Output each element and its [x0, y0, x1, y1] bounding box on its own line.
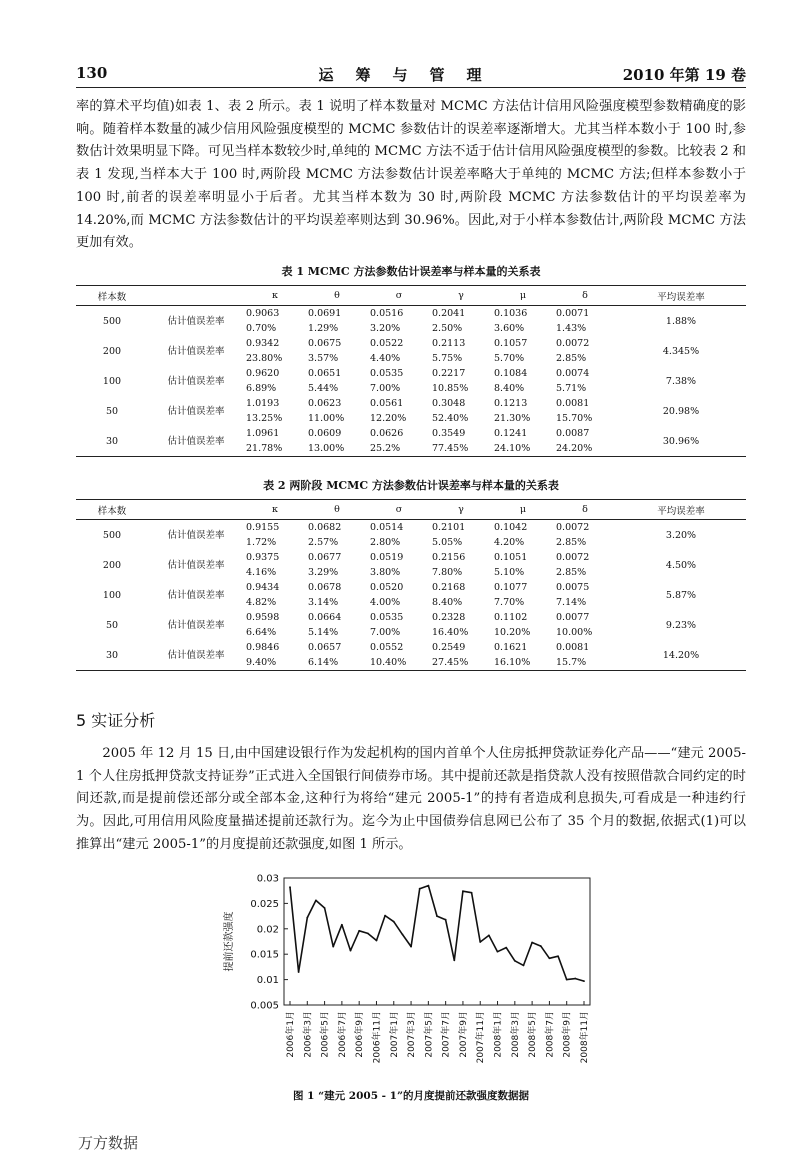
data-point: [531, 942, 533, 944]
error-rate-cell: 2.50%: [432, 323, 463, 334]
row-label-cell: 估计值误差率: [167, 559, 225, 571]
estimate-cell: 0.1036: [494, 308, 528, 319]
error-rate-cell: 2.85%: [556, 537, 587, 548]
data-point: [462, 890, 464, 892]
table-header-cell: [148, 500, 244, 520]
estimate-cell: 1.0193: [246, 398, 280, 409]
x-tick-label: 2008年9月: [562, 1011, 573, 1058]
avg-error-cell: 1.88%: [665, 315, 697, 327]
table-header-cell: μ: [492, 286, 554, 306]
data-point: [367, 932, 369, 934]
data-point: [549, 957, 551, 959]
estimate-cell: 0.9620: [246, 368, 280, 379]
estimate-cell: 0.0071: [556, 308, 590, 319]
estimate-cell: 0.0075: [556, 582, 590, 593]
estimate-cell: 0.0651: [308, 368, 342, 379]
x-tick-label: 2006年9月: [355, 1011, 366, 1058]
table-header-cell: [148, 286, 244, 306]
estimate-cell: 0.0535: [370, 368, 404, 379]
row-label-cell: 估计值误差率: [148, 640, 244, 671]
error-rate-cell: 7.00%: [370, 383, 401, 394]
y-tick-label: 0.015: [250, 949, 279, 961]
data-point: [393, 921, 395, 923]
estimate-cell: 0.0675: [308, 338, 342, 349]
error-rate-cell: 4.40%: [370, 353, 401, 364]
error-rate-cell: 8.40%: [432, 597, 463, 608]
avg-error-cell: 4.345%: [662, 345, 700, 357]
data-point: [583, 980, 585, 982]
error-rate-cell: 7.70%: [494, 597, 525, 608]
error-rate-cell: 25.2%: [368, 441, 430, 457]
avg-error-cell: 5.87%: [665, 589, 697, 601]
avg-error-cell: 3.20%: [665, 529, 697, 541]
plot-frame: [284, 878, 590, 1005]
x-tick-label: 2007年1月: [389, 1011, 400, 1058]
error-rate-cell: 5.70%: [494, 353, 525, 364]
data-point: [436, 915, 438, 917]
avg-error-cell: 4.50%: [665, 559, 697, 571]
estimate-cell: 0.0623: [308, 398, 342, 409]
estimate-cell: 0.2041: [432, 308, 466, 319]
error-rate-cell: 3.29%: [308, 567, 339, 578]
estimate-cell: 0.2217: [432, 368, 466, 379]
estimate-cell: 0.0677: [308, 552, 342, 563]
page-number: 130: [76, 64, 108, 82]
estimate-cell: 0.0081: [556, 642, 590, 653]
y-tick-label: 0.01: [256, 975, 279, 987]
error-rate-cell: 10.40%: [368, 655, 430, 671]
sample-size-cell: 50: [105, 405, 119, 417]
sample-size-cell: 500: [102, 529, 122, 541]
sample-size-cell: 30: [76, 640, 148, 671]
estimate-cell: 0.0516: [370, 308, 404, 319]
sample-size-cell: 100: [102, 589, 122, 601]
estimate-cell: 0.1042: [494, 522, 528, 533]
estimate-cell: 0.0072: [556, 552, 590, 563]
error-rate-cell: 24.10%: [492, 441, 554, 457]
table-header-cell: 样本数: [76, 500, 148, 520]
error-rate-cell: 21.30%: [494, 413, 531, 424]
estimate-cell: 0.0519: [370, 552, 404, 563]
error-rate-cell: 3.60%: [494, 323, 525, 334]
data-point: [298, 971, 300, 973]
error-rate-cell: 1.43%: [556, 323, 587, 334]
estimate-cell: 0.0664: [308, 612, 342, 623]
y-tick-label: 0.03: [256, 873, 279, 885]
avg-error-cell: 9.23%: [665, 619, 697, 631]
sample-size-cell: 500: [102, 315, 122, 327]
error-rate-cell: 2.85%: [556, 567, 587, 578]
row-label-cell: 估计值误差率: [167, 375, 225, 387]
error-rate-cell: 6.89%: [246, 383, 277, 394]
estimate-cell: 0.1213: [494, 398, 528, 409]
estimate-cell: 0.0552: [370, 642, 404, 653]
error-rate-cell: 10.00%: [556, 627, 593, 638]
error-rate-cell: 5.75%: [432, 353, 463, 364]
data-point: [523, 964, 525, 966]
x-tick-label: 2006年7月: [337, 1011, 348, 1058]
data-point: [497, 951, 499, 953]
data-point: [514, 960, 516, 962]
table-header-cell: δ: [554, 500, 616, 520]
journal-title: 运筹与管理: [318, 66, 504, 84]
error-rate-cell: 3.20%: [370, 323, 401, 334]
data-point: [289, 886, 291, 888]
y-tick-label: 0.025: [250, 898, 279, 910]
data-point: [332, 946, 334, 948]
estimate-cell: 0.3549: [432, 428, 466, 439]
error-rate-cell: 4.20%: [494, 537, 525, 548]
error-rate-cell: 15.7%: [554, 655, 616, 671]
footer-watermark: 万方数据: [78, 1134, 139, 1152]
x-tick-label: 2007年7月: [441, 1011, 452, 1058]
estimate-cell: 0.0520: [370, 582, 404, 593]
estimate-cell: 0.2168: [432, 582, 466, 593]
estimate-cell: 0.0678: [308, 582, 342, 593]
error-rate-cell: 23.80%: [246, 353, 283, 364]
table-header-cell: κ: [244, 286, 306, 306]
data-point: [341, 924, 343, 926]
error-rate-cell: 2.80%: [370, 537, 401, 548]
data-point: [453, 959, 455, 961]
error-rate-cell: 21.78%: [244, 441, 306, 457]
data-point: [557, 955, 559, 957]
x-tick-label: 2007年9月: [458, 1011, 469, 1058]
estimate-cell: 0.1621: [494, 642, 528, 653]
row-label-cell: 估计值误差率: [167, 345, 225, 357]
chart-series: [289, 885, 585, 982]
data-point: [402, 933, 404, 935]
x-tick-label: 2006年5月: [320, 1011, 331, 1058]
error-rate-cell: 16.10%: [492, 655, 554, 671]
error-rate-cell: 3.14%: [308, 597, 339, 608]
table1-caption: 表 1 MCMC 方法参数估计误差率与样本量的关系表: [281, 265, 541, 278]
table-header-cell: δ: [554, 286, 616, 306]
table-header-cell: θ: [306, 500, 368, 520]
table-header-cell: 平均误差率: [616, 286, 746, 306]
paragraph-empirical: 2005 年 12 月 15 日,由中国建设银行作为发起机构的国内首单个人住房抵押贷款证券化产品——“建元 2005-1 个人住房抵押贷款支持证券”正式进入全国银行间债券市场。其中提前还款是指贷款人没有按照借款合同约定的时间还款,而是提前偿还部分或全部本金,这种行为将给“建元 2005-1”的持有者造成利息损失,可看成是一种违约行为。因此,可用信用风险度量描述提前还款行为。迄今为止中国债券信息网已公布了 35 个月的数据,依据式(1)可以推算出“建元 2005-1”的月度提前还款强度,如图 1 所示。: [76, 746, 746, 852]
estimate-cell: 0.0609: [308, 428, 342, 439]
row-label-cell: 估计值误差率: [167, 405, 225, 417]
error-rate-cell: 7.14%: [556, 597, 587, 608]
error-rate-cell: 12.20%: [370, 413, 407, 424]
error-rate-cell: 11.00%: [308, 413, 345, 424]
data-point: [505, 947, 507, 949]
prepayment-intensity-chart: [200, 868, 600, 1083]
page-header: [76, 62, 746, 88]
table-header-cell: γ: [430, 500, 492, 520]
error-rate-cell: 5.14%: [308, 627, 339, 638]
estimate-cell: 0.1084: [494, 368, 528, 379]
error-rate-cell: 15.70%: [556, 413, 593, 424]
error-rate-cell: 5.05%: [432, 537, 463, 548]
estimate-cell: 0.0072: [556, 338, 590, 349]
estimate-cell: 0.0682: [308, 522, 342, 533]
x-tick-label: 2008年3月: [510, 1011, 521, 1058]
error-rate-cell: 0.70%: [246, 323, 277, 334]
error-rate-cell: 1.72%: [246, 537, 277, 548]
estimate-cell: 0.9342: [246, 338, 280, 349]
estimate-cell: 0.9598: [246, 612, 280, 623]
avg-error-cell: 30.96%: [616, 426, 746, 457]
x-tick-label: 2007年3月: [407, 1011, 418, 1058]
error-rate-cell: 16.40%: [432, 627, 469, 638]
data-point: [445, 919, 447, 921]
error-rate-cell: 4.82%: [246, 597, 277, 608]
row-label-cell: 估计值误差率: [167, 589, 225, 601]
x-tick-label: 2008年7月: [545, 1011, 556, 1058]
estimate-cell: 0.0072: [556, 522, 590, 533]
data-point: [410, 946, 412, 948]
error-rate-cell: 9.40%: [244, 655, 306, 671]
error-rate-cell: 10.20%: [494, 627, 531, 638]
y-axis-label: 提前还款强度: [224, 911, 235, 972]
error-rate-cell: 5.71%: [556, 383, 587, 394]
estimate-cell: 0.3048: [432, 398, 466, 409]
error-rate-cell: 8.40%: [494, 383, 525, 394]
y-tick-label: 0.005: [250, 1000, 279, 1012]
row-label-cell: 估计值误差率: [167, 315, 225, 327]
estimate-cell: 0.9063: [246, 308, 280, 319]
row-label-cell: 估计值误差率: [167, 529, 225, 541]
estimate-cell: 0.0087: [556, 428, 590, 439]
estimate-cell: 0.2113: [432, 338, 466, 349]
table-header-cell: κ: [244, 500, 306, 520]
estimate-cell: 0.0626: [370, 428, 404, 439]
data-point: [574, 978, 576, 980]
data-point: [479, 941, 481, 943]
data-point: [488, 935, 490, 937]
paragraph-results: 率的算术平均值)如表 1、表 2 所示。表 1 说明了样本数量对 MCMC 方法估计信用风险强度模型参数精确度的影响。随着样本数量的减少信用风险强度模型的 MCMC 参数估计的误差率逐渐增大。尤其当样本数小于 100 时,参数估计效果明显下降。可见当样本数较少时,单纯的 MCMC 方法不适于估计信用风险强度模型的参数。比较表 2 和表 1 发现,当样本大于 100 时,两阶段 MCMC 方法参数估计误差率略大于单纯的 MCMC 方法;但样本参数小于 100 时,前者的误差率明显小于后者。尤其当样本数为 30 时,两阶段 MCMC 方法参数估计的平均误差率为 14.20%,而 MCMC 方法参数估计的平均误差率则达到 30.96%。因此,对于小样本参数估计,两阶段 MCMC 方法更加有效。: [76, 99, 746, 251]
table2-caption: 表 2 两阶段 MCMC 方法参数估计误差率与样本量的关系表: [263, 479, 559, 492]
data-point: [350, 950, 352, 952]
row-label-cell: 估计值误差率: [167, 619, 225, 631]
error-rate-cell: 52.40%: [432, 413, 469, 424]
section-heading: 5 实证分析: [76, 711, 156, 730]
sample-size-cell: 30: [76, 426, 148, 457]
error-rate-cell: 6.64%: [246, 627, 277, 638]
estimate-cell: 0.0691: [308, 308, 342, 319]
data-point: [540, 945, 542, 947]
estimate-cell: 0.0657: [308, 642, 342, 653]
estimate-cell: 0.0074: [556, 368, 590, 379]
estimate-cell: 0.9434: [246, 582, 280, 593]
estimate-cell: 0.2549: [432, 642, 466, 653]
estimate-cell: 0.0514: [370, 522, 404, 533]
estimate-cell: 1.0961: [246, 428, 280, 439]
series-line: [290, 886, 584, 982]
error-rate-cell: 4.16%: [246, 567, 277, 578]
data-point: [358, 930, 360, 932]
error-rate-cell: 3.80%: [370, 567, 401, 578]
error-rate-cell: 1.29%: [308, 323, 339, 334]
estimate-cell: 0.9375: [246, 552, 280, 563]
data-point: [427, 885, 429, 887]
chart-axes: [222, 874, 590, 1064]
error-rate-cell: 2.85%: [556, 353, 587, 364]
estimate-cell: 0.1051: [494, 552, 528, 563]
estimate-cell: 0.2101: [432, 522, 466, 533]
avg-error-cell: 7.38%: [665, 375, 697, 387]
table2: [76, 499, 746, 671]
data-point: [324, 907, 326, 909]
y-tick-label: 0.02: [256, 924, 279, 936]
error-rate-cell: 7.00%: [370, 627, 401, 638]
data-point: [566, 979, 568, 981]
error-rate-cell: 13.00%: [306, 441, 368, 457]
error-rate-cell: 27.45%: [430, 655, 492, 671]
error-rate-cell: 77.45%: [430, 441, 492, 457]
volume-info: 2010 年第 19 卷: [622, 66, 746, 84]
estimate-cell: 0.0535: [370, 612, 404, 623]
estimate-cell: 0.1077: [494, 582, 528, 593]
data-point: [419, 888, 421, 890]
estimate-cell: 0.1241: [494, 428, 528, 439]
data-point: [315, 899, 317, 901]
estimate-cell: 0.9155: [246, 522, 280, 533]
table-header-cell: σ: [368, 286, 430, 306]
table-header-cell: σ: [368, 500, 430, 520]
estimate-cell: 0.0077: [556, 612, 590, 623]
avg-error-cell: 14.20%: [616, 640, 746, 671]
row-label-cell: 估计值误差率: [148, 426, 244, 457]
data-point: [376, 940, 378, 942]
data-point: [384, 915, 386, 917]
error-rate-cell: 5.10%: [494, 567, 525, 578]
x-tick-label: 2006年1月: [286, 1011, 296, 1058]
x-tick-label: 2006年3月: [303, 1011, 314, 1058]
estimate-cell: 0.0081: [556, 398, 590, 409]
table-header-cell: 平均误差率: [616, 500, 746, 520]
estimate-cell: 0.9846: [246, 642, 280, 653]
error-rate-cell: 10.85%: [432, 383, 469, 394]
error-rate-cell: 4.00%: [370, 597, 401, 608]
table1: [76, 285, 746, 457]
estimate-cell: 0.1057: [494, 338, 528, 349]
estimate-cell: 0.2156: [432, 552, 466, 563]
sample-size-cell: 200: [102, 345, 122, 357]
x-tick-label: 2007年5月: [424, 1011, 435, 1058]
table-header-cell: μ: [492, 500, 554, 520]
error-rate-cell: 3.57%: [308, 353, 339, 364]
estimate-cell: 0.0522: [370, 338, 404, 349]
sample-size-cell: 100: [102, 375, 122, 387]
table-header-cell: θ: [306, 286, 368, 306]
estimate-cell: 0.0561: [370, 398, 404, 409]
sample-size-cell: 50: [105, 619, 119, 631]
figure-caption: 图 1 “建元 2005 - 1”的月度提前还款强度数据据: [292, 1090, 530, 1102]
table-header-cell: γ: [430, 286, 492, 306]
sample-size-cell: 200: [102, 559, 122, 571]
estimate-cell: 0.2328: [432, 612, 466, 623]
error-rate-cell: 13.25%: [246, 413, 283, 424]
error-rate-cell: 6.14%: [306, 655, 368, 671]
error-rate-cell: 5.44%: [308, 383, 339, 394]
data-point: [306, 917, 308, 919]
x-tick-label: 2006年11月: [372, 1011, 383, 1064]
avg-error-cell: 20.98%: [662, 405, 700, 417]
x-tick-label: 2008年5月: [528, 1011, 539, 1058]
error-rate-cell: 7.80%: [432, 567, 463, 578]
x-tick-label: 2007年11月: [476, 1011, 487, 1064]
x-tick-label: 2008年11月: [580, 1011, 590, 1064]
x-tick-label: 2008年1月: [493, 1011, 504, 1058]
error-rate-cell: 24.20%: [554, 441, 616, 457]
table-header-cell: 样本数: [76, 286, 148, 306]
error-rate-cell: 2.57%: [308, 537, 339, 548]
estimate-cell: 0.1102: [494, 612, 528, 623]
data-point: [471, 892, 473, 894]
